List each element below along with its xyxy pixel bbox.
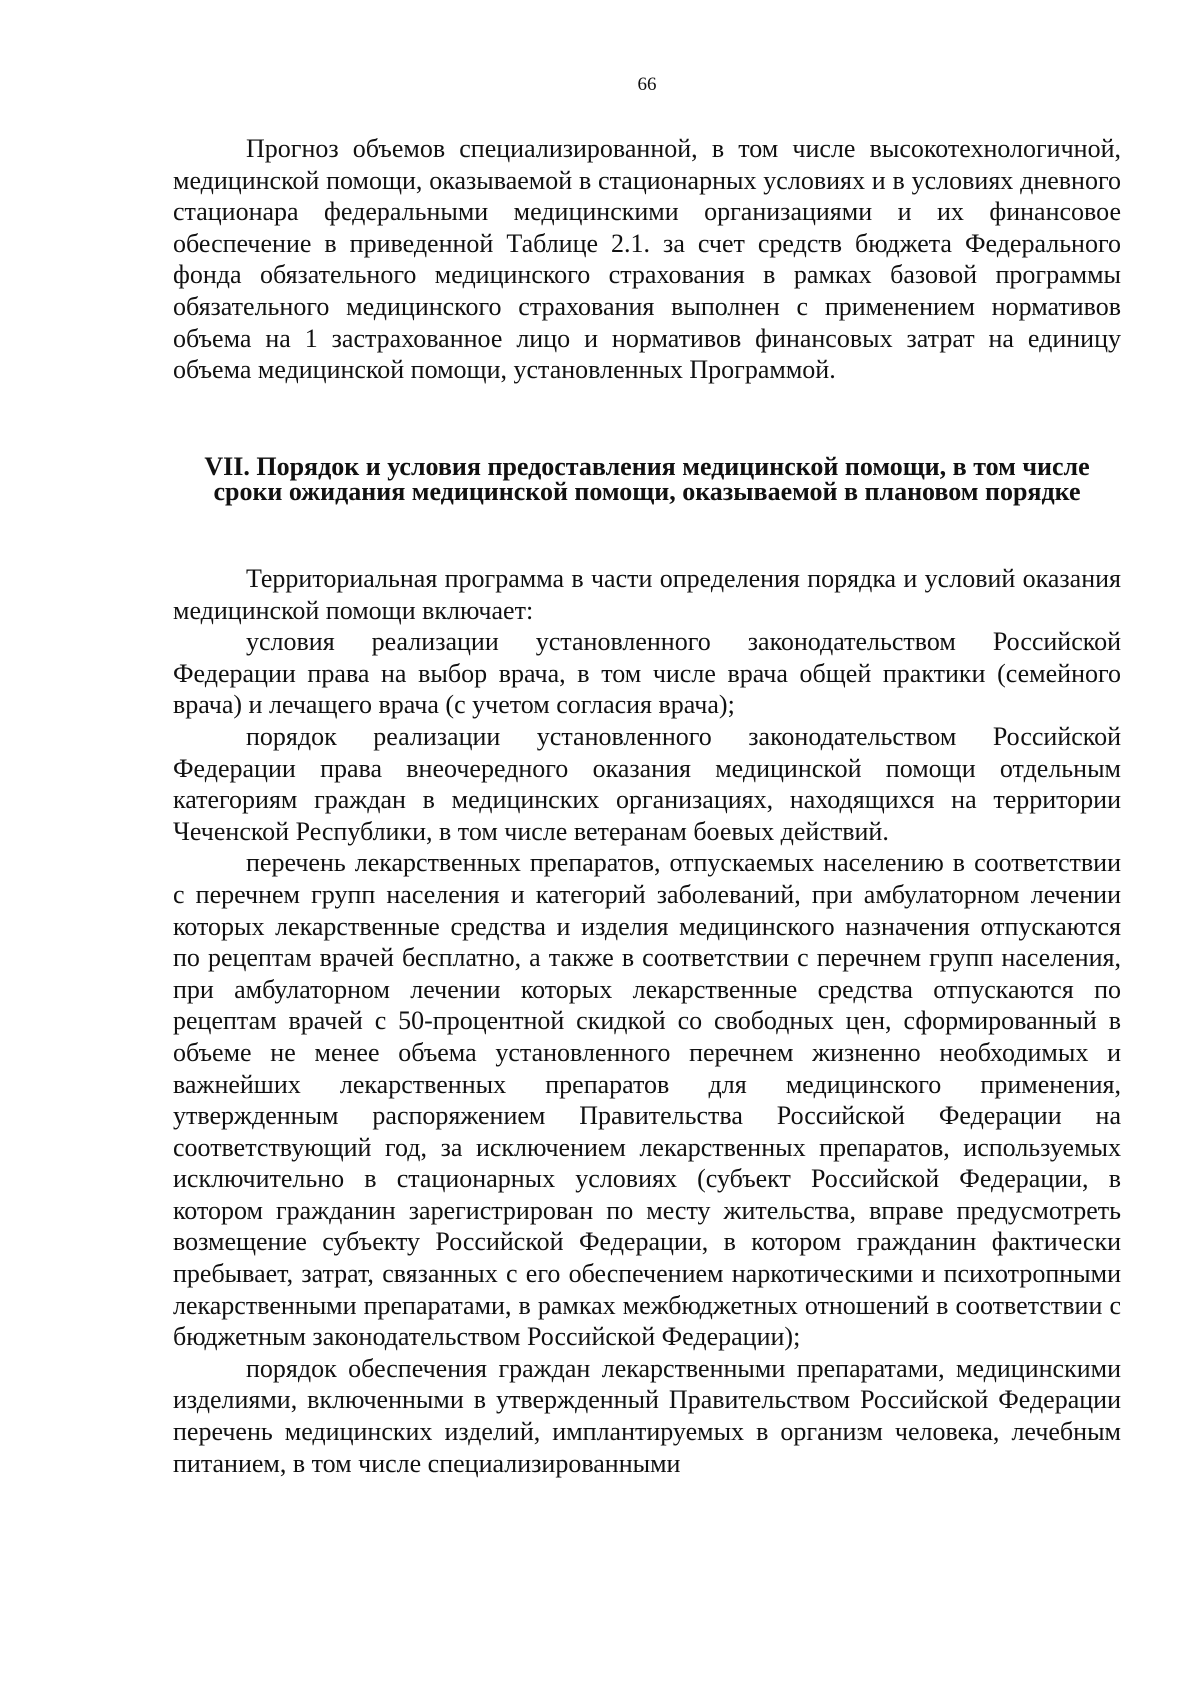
intro-block [173,133,1121,386]
paragraph-forecast: Прогноз объемов специализированной, в том числе высокотехнологичной, медицинской помощи, оказываемой в стационарных условиях и в условиях дневного стационара федеральными медицинскими организациями и их финансовое обеспечение в приведенной Таблице 2.1. за счет средств бюджета Федерального фонда обязательного медицинского страхования в рамках базовой программы обязательного медицинского страхования выполнен с применением нормативов объема на 1 застрахованное лицо и нормативов финансовых затрат на единицу объема медицинской помощи, установленных Программой. [173,134,1121,385]
paragraph-choice-of-doctor: условия реализации установленного законодательством Российской Федерации права на выбор врача, в том числе врача общей практики (семейного врача) и лечащего врача (с учетом согласия врача); [173,627,1121,720]
page-number: 66 [637,74,657,95]
paragraph-program-scope: Территориальная программа в части определения порядка и условий оказания медицинской помощи включает: [173,564,1121,625]
paragraph-supply-order: порядок обеспечения граждан лекарственными препаратами, медицинскими изделиями, включенными в утвержденный Правительством Российской Федерации перечень медицинских изделий, имплантируемых в организм человека, лечебным питанием, в том числе специализированными [173,1353,1121,1478]
paragraph-priority-care: порядок реализации установленного законодательством Российской Федерации права внеочередного оказания медицинской помощи отдельным категориям граждан в медицинских организациях, находящихся на территории Чеченской Республики, в том числе ветеранам боевых действий. [173,721,1121,846]
document-page [173,0,1121,1697]
section-body [173,563,1121,1479]
section-heading: VII. Порядок и условия предоставления медицинской помощи, в том числе сроки ожидания медицинской помощи, оказываемой в плановом порядке [204,452,1090,506]
paragraph-drug-list: перечень лекарственных препаратов, отпускаемых населению в соответствии с перечнем групп населения и категорий заболеваний, при амбулаторном лечении которых лекарственные средства и изделия медицинского назначения отпускаются по рецептам врачей бесплатно, а также в соответствии с перечнем групп населения, при амбулаторном лечении которых лекарственные средства отпускаются по рецептам врачей с 50-процентной скидкой со свободных цен, сформированный в объеме не менее объема установленного перечнем жизненно необходимых и важнейших лекарственных препаратов для медицинского применения, утвержденным распоряжением Правительства Российской Федерации на соответствующий год, за исключением лекарственных препаратов, используемых исключительно в стационарных условиях (субъект Российской Федерации, в котором гражданин зарегистрирован по месту жительства, вправе предусмотреть возмещение субъекту Российской Федерации, в котором гражданин фактически пребывает, затрат, связанных с его обеспечением наркотическими и психотропными лекарственными препаратами, в рамках межбюджетных отношений в соответствии с бюджетным законодательством Российской Федерации); [173,848,1121,1352]
